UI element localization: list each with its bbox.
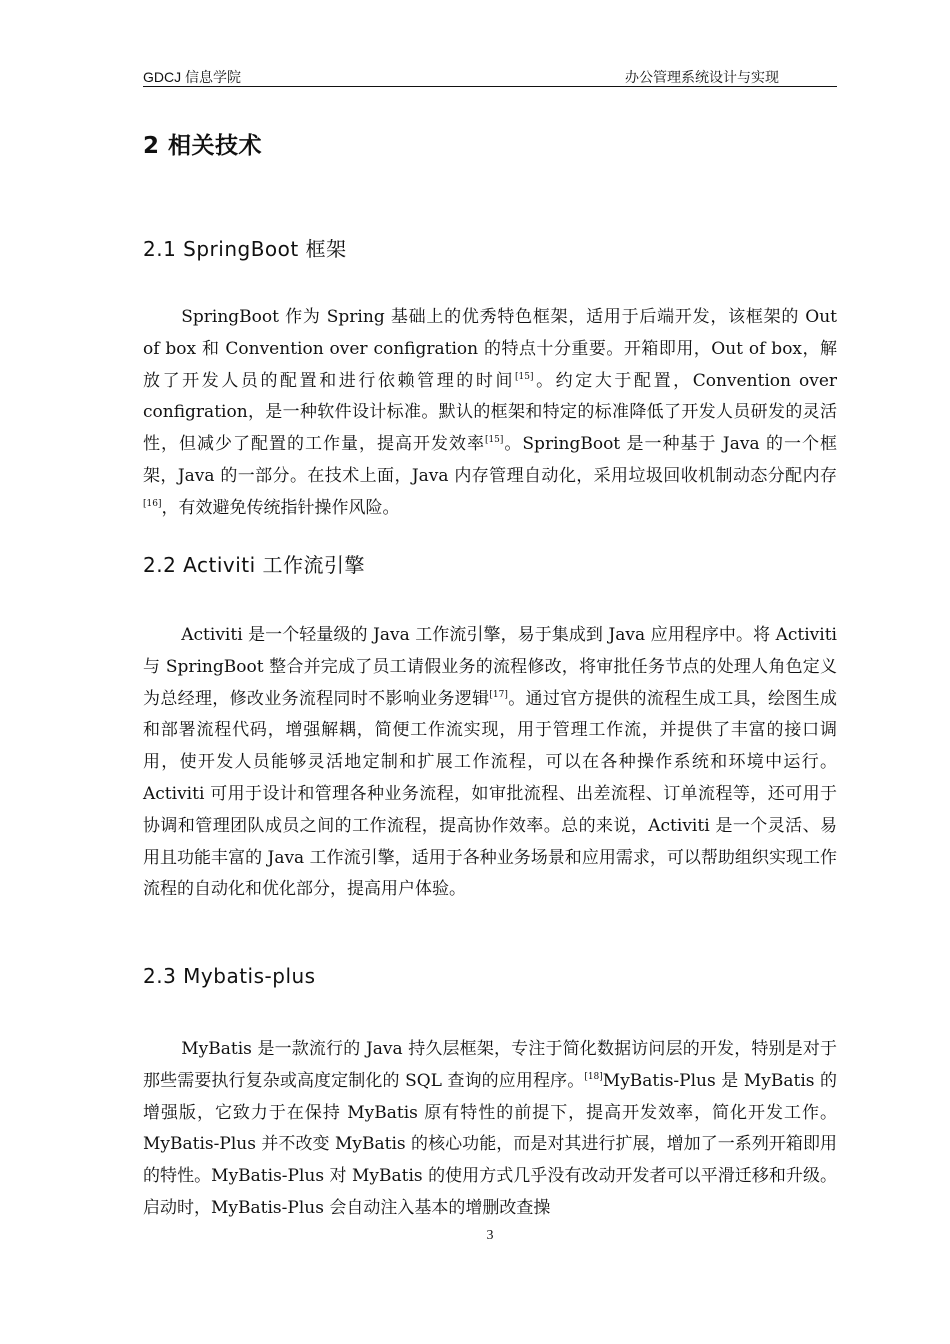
chapter-title: 2 相关技术 [143, 133, 263, 159]
section-title-springboot: 2.1 SpringBoot 框架 [143, 237, 347, 261]
citation-16: [16] [143, 498, 162, 509]
header-thesis-title: 办公管理系统设计与实现 [625, 69, 779, 85]
citation-18: [18] [584, 1071, 603, 1082]
citation-17: [17] [489, 689, 508, 700]
paragraph-mybatis-plus: MyBatis 是一款流行的 Java 持久层框架，专注于简化数据访问层的开发，特别是对于那些需要执行复杂或高度定制化的 SQL 查询的应用程序。[18]MyBatis-Plus 是 MyBatis 的增强版，它致力于在保持 MyBatis 原有特性的前提下，提高开发效率，简化开发工作。MyBatis-Plus 并不改变 MyBatis 的核心功能，而是对其进行扩展，增加了一系列开箱即用的特性。MyBatis-Plus 对 MyBatis 的使用方式几乎没有改动开发者可以平滑迁移和升级。启动时，MyBatis-Plus 会自动注入基本的增删改查操 [143, 1039, 837, 1218]
header-institution: GDCJ 信息学院 [143, 69, 241, 85]
paragraph-springboot: SpringBoot 作为 Spring 基础上的优秀特色框架，适用于后端开发，该框架的 Out of box 和 Convention over configration 的特点十分重要。开箱即用，Out of box，解放了开发人员的配置和进行依赖管理的时间[15]。约定大于配置，Convention over configration，是一种软件设计标准。默认的框架和特定的标准降低了开发人员研发的灵活性，但减少了配置的工作量，提高开发效率[15]。SpringBoot 是一种基于 Java 的一个框架，Java 的一部分。在技术上面，Java 内存管理自动化，采用垃圾回收机制动态分配内存[16]，有效避免传统指针操作风险。 [143, 307, 838, 518]
running-header [143, 64, 837, 87]
citation-15-b: [15] [484, 435, 504, 446]
paragraph-activiti: Activiti 是一个轻量级的 Java 工作流引擎，易于集成到 Java 应用程序中。将 Activiti 与 SpringBoot 整合并完成了员工请假业务的流程修改，将审批任务节点的处理人角色定义为总经理，修改业务流程同时不影响业务逻辑[17]。通过官方提供的流程生成工具，绘图生成和部署流程代码，增强解耦，简便工作流实现，用于管理工作流，并提供了丰富的接口调用，使开发人员能够灵活地定制和扩展工作流程，可以在各种操作系统和环境中运行。Activiti 可用于设计和管理各种业务流程，如审批流程、出差流程、订单流程等，还可用于协调和管理团队成员之间的工作流程，提高协作效率。总的来说，Activiti 是一个灵活、易用且功能丰富的 Java 工作流引擎，适用于各种业务场景和应用需求，可以帮助组织实现工作流程的自动化和优化部分，提高用户体验。 [143, 625, 838, 900]
section-title-activiti: 2.2 Activiti 工作流引擎 [143, 553, 366, 577]
page-number: 3 [486, 1228, 494, 1243]
citation-15-a: [15] [515, 371, 534, 382]
section-title-mybatis-plus: 2.3 Mybatis-plus [143, 964, 316, 988]
